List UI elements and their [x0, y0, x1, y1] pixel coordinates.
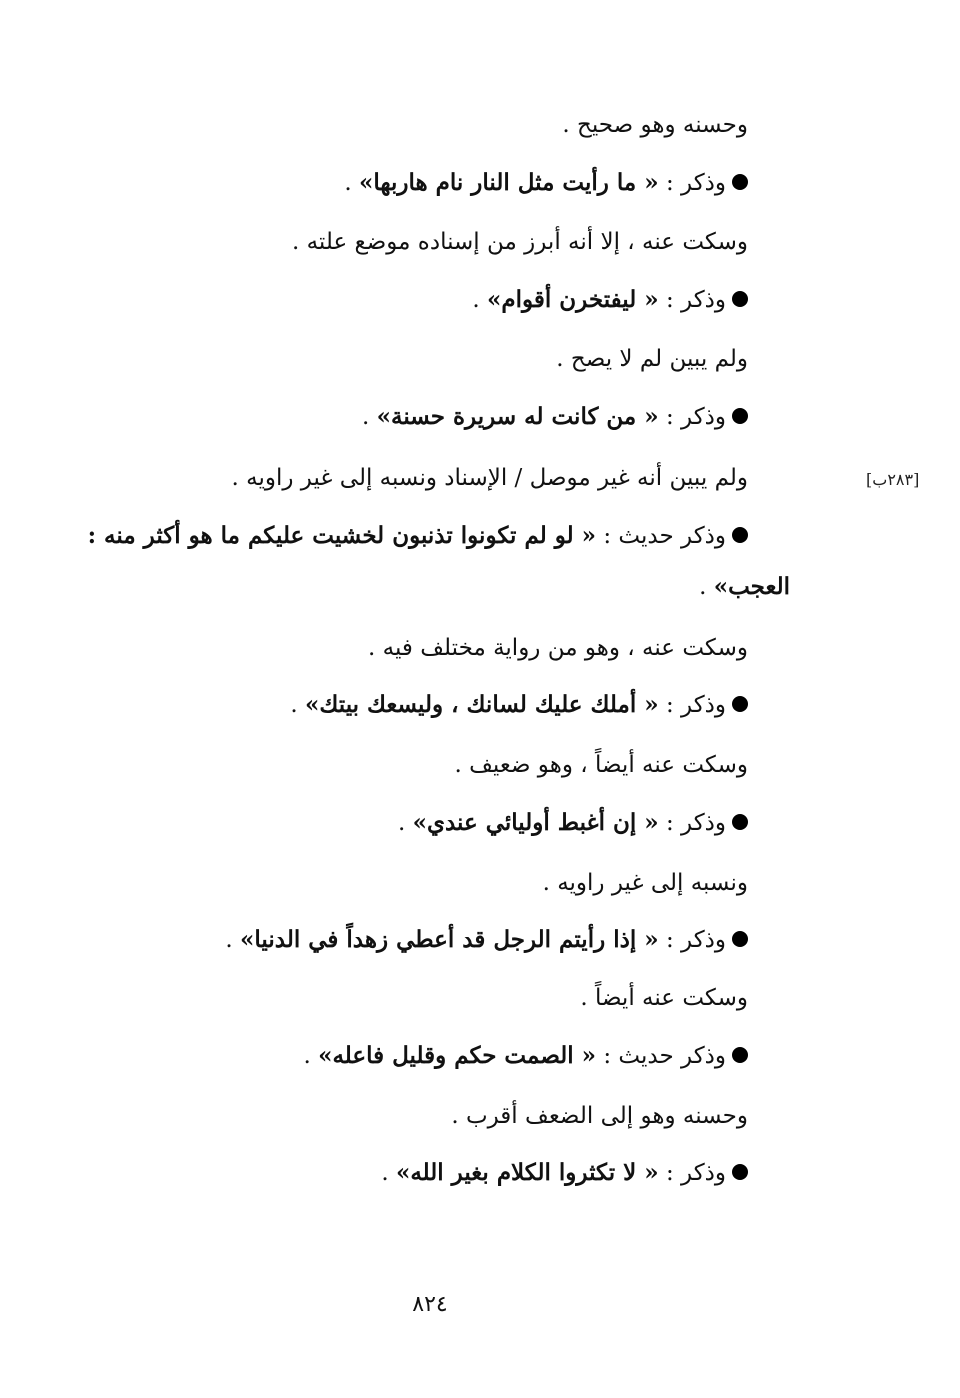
line-text: وحسنه وهو صحيح .: [562, 112, 748, 138]
line-lead: وذكر :: [665, 927, 726, 953]
line-tail: .: [290, 692, 305, 718]
text-line: [232, 461, 748, 495]
text-line: [455, 748, 749, 782]
line-tail: .: [225, 927, 241, 953]
bullet-icon: [732, 291, 748, 307]
line-tail: .: [361, 404, 377, 430]
bullet-icon: [732, 814, 748, 830]
text-line: [451, 1099, 748, 1133]
hadith-quote: « إذا رأيتم الرجل قد أعطي زهداً في الدنيا»: [240, 926, 659, 953]
bullet-line: [88, 519, 748, 553]
line-lead: وذكر :: [665, 287, 726, 313]
text-line: [543, 866, 748, 900]
bullet-line: [472, 283, 748, 317]
line-lead: وذكر :: [665, 404, 726, 430]
hadith-quote: العجب»: [713, 573, 790, 600]
line-lead: وذكر حديث :: [603, 523, 726, 549]
bullet-line: [362, 400, 748, 434]
line-text: ولم يبين لم لا يصح .: [556, 346, 748, 372]
line-text: وسكت عنه ، وهو من رواية مختلف فيه .: [368, 635, 748, 661]
line-tail: .: [381, 1160, 396, 1186]
bullet-icon: [732, 174, 748, 190]
line-tail: .: [397, 810, 413, 836]
bullet-line: [303, 1039, 748, 1073]
text-line: [368, 631, 748, 665]
line-text: وسكت عنه أيضاً ، وهو ضعيف .: [454, 752, 748, 778]
line-lead: وذكر :: [665, 810, 726, 836]
line-lead: وذكر :: [665, 170, 726, 196]
bullet-line: [381, 1156, 748, 1190]
line-text: وحسنه وهو إلى الضعف أقرب .: [451, 1103, 748, 1129]
text-line: [580, 981, 748, 1015]
hadith-quote: « ليفتخرن أقوام»: [487, 286, 659, 313]
hadith-quote: « الصمت حكم وقليل فاعله»: [318, 1042, 597, 1069]
line-tail: .: [303, 1043, 319, 1069]
line-lead: وذكر حديث :: [603, 1043, 726, 1069]
line-lead: وذكر :: [665, 1160, 726, 1186]
bullet-line: [225, 923, 748, 957]
page-number: ٨٢٤: [412, 1292, 448, 1317]
line-tail: .: [344, 170, 359, 196]
bullet-line: [344, 166, 748, 200]
bullet-icon: [732, 1047, 748, 1063]
bullet-icon: [732, 408, 748, 424]
line-lead: وذكر :: [665, 692, 726, 718]
continuation-line: [70, 570, 790, 604]
line-tail: .: [699, 574, 714, 600]
margin-note: [٢٨٣ب]: [866, 470, 920, 489]
text-line: [556, 342, 748, 376]
bullet-icon: [732, 527, 748, 543]
hadith-quote: « لو لم تكونوا تذنبون لخشيت عليكم ما هو أكثر منه :: [87, 522, 597, 549]
hadith-quote: « إن أغبط أوليائي عندي»: [412, 809, 659, 836]
hadith-quote: « من كانت له سريرة حسنة»: [376, 403, 659, 430]
line-text: ولم يبين أنه غير موصل / الإسناد ونسبه إلى غير راويه .: [231, 465, 748, 491]
line-text: وسكت عنه ، إلا أنه أبرز من إسناده موضع علته .: [291, 229, 748, 255]
text-line: [292, 225, 748, 259]
bullet-icon: [732, 931, 748, 947]
line-tail: .: [472, 287, 487, 313]
hadith-quote: « ما رأيت مثل النار نام هاربها»: [358, 169, 659, 196]
bullet-line: [398, 806, 748, 840]
hadith-quote: « أملك عليك لسانك ، وليسعك بيتك»: [305, 691, 659, 718]
line-text: ونسبه إلى غير راويه .: [542, 870, 748, 896]
text-line: [562, 108, 748, 142]
bullet-icon: [732, 1164, 748, 1180]
line-text: وسكت عنه أيضاً .: [580, 985, 748, 1011]
hadith-quote: « لا تكثروا الكلام بغير الله»: [395, 1159, 659, 1186]
bullet-icon: [732, 696, 748, 712]
bullet-line: [290, 688, 748, 722]
